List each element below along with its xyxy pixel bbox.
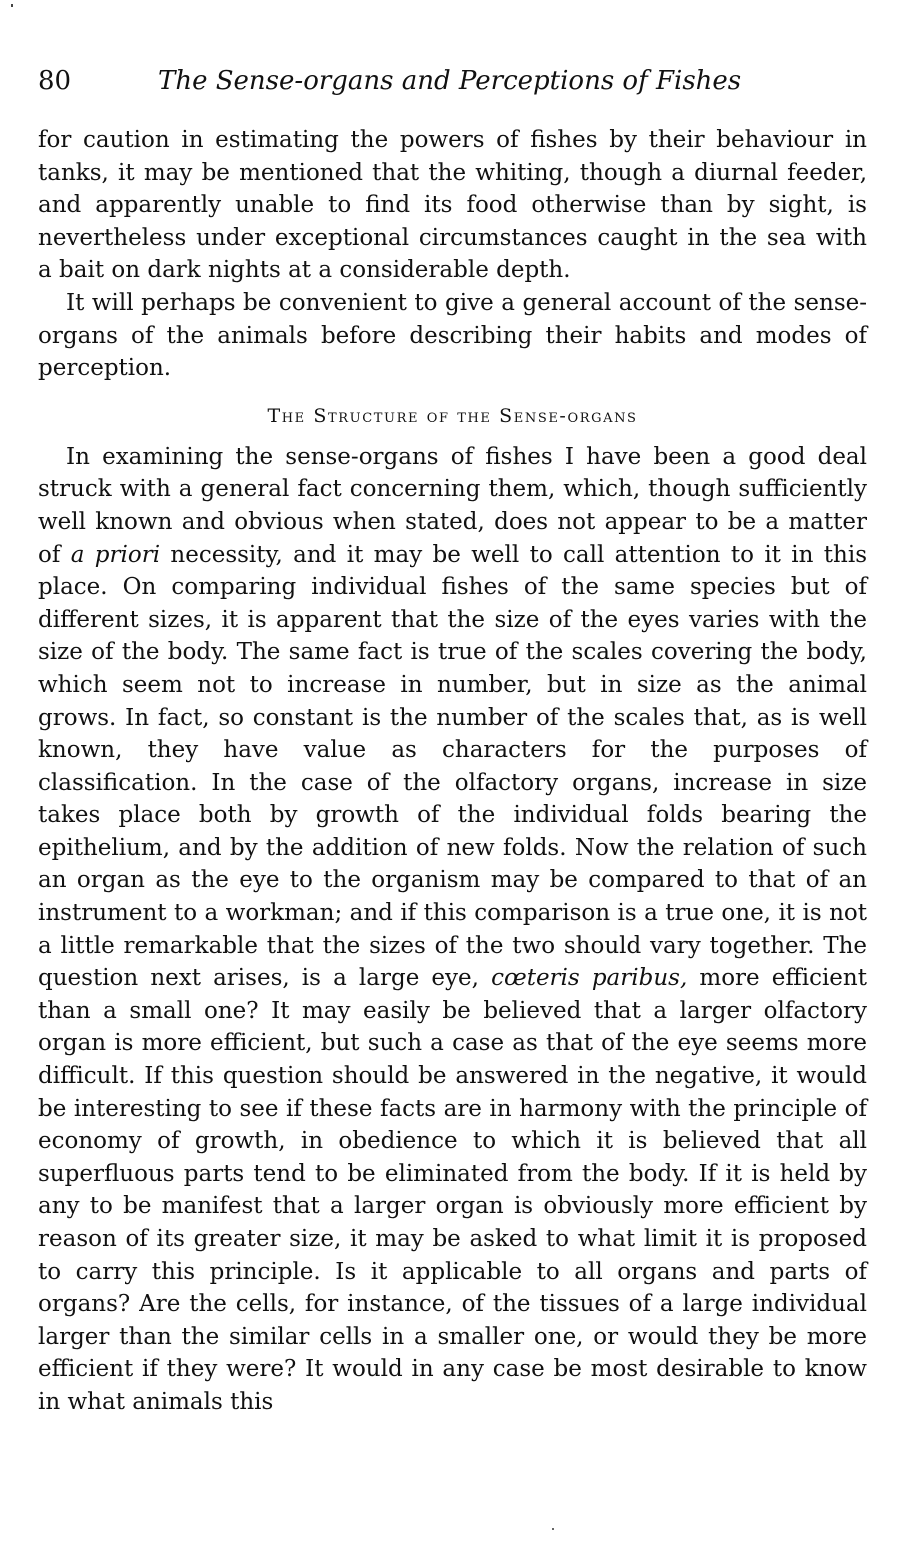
paragraph-main — [38, 441, 867, 1419]
paragraph-text: In examining the sense-organs of fishes I have been a good deal struck with a general fact concerning them, which, though sufficiently well known and obvious when stated, does not appear to be a matter of — [38, 443, 867, 568]
paragraph-intro: It will perhaps be convenient to give a general account of the sense-organs of the animals before describing their habits and modes of perception. — [38, 289, 867, 382]
page-number: 80 — [38, 66, 72, 96]
paragraph-text: more efficient than a small one? It may easily be believed that a larger olfactory organ is more efficient, but such a case as that of the eye seems more difficult. If this question should be answered in the negative, it would be interesting to see if these facts are in harmony with the principle of economy of growth, in obedience to which it is believed that all superfluous parts tend to be eliminated from the body. If it is held by any to be manifest that a larger organ is obviously more efficient by reason of its greater size, it may be asked to what limit it is proposed to carry this principle. Is it applicable to all organs and parts of organs? Are the cells, for instance, of the tissues of a large individual larger than the similar cells in a smaller one, or would they be more efficient if they were? It would in any case be most desirable to know in what animals this — [38, 965, 867, 1415]
paragraph-continuation: for caution in estimating the powers of fishes by their behaviour in tanks, it may be mentioned that the whiting, though a diurnal feeder, and apparently unable to find its food otherwise than by sight, is nevertheless under exceptional circumstances caught in the sea with a bait on dark nights at a considerable depth. — [38, 127, 867, 284]
print-speck — [552, 1528, 554, 1530]
italic-phrase: cœteris paribus, — [491, 965, 688, 992]
paragraph-text: necessity, and it may be well to call attention to it in this place. On comparing individual fishes of the same species but of different sizes, it is apparent that the size of the eyes varies with the size of the body. The same fact is true of the scales covering the body, which seem not to increase in number, but in size as the animal grows. In fact, so constant is the number of the scales that, as is well known, they have value as characters for the purposes of classification. In the case of the olfactory organs, increase in size takes place both by growth of the individual folds bearing the epithelium, and by the addition of new folds. Now the relation of such an organ as the eye to the organism may be compared to that of an instrument to a workman; and if this comparison is a true one, it is not a little remarkable that the sizes of the two should vary together. The question next arises, is a large eye, — [38, 541, 868, 992]
running-title: The Sense-organs and Perceptions of Fishes — [158, 66, 742, 96]
section-heading: The Structure of the Sense-organs — [267, 404, 638, 427]
print-speck — [11, 4, 13, 7]
italic-phrase: a priori — [70, 541, 161, 568]
page-header — [38, 66, 867, 114]
book-page — [38, 66, 867, 1419]
